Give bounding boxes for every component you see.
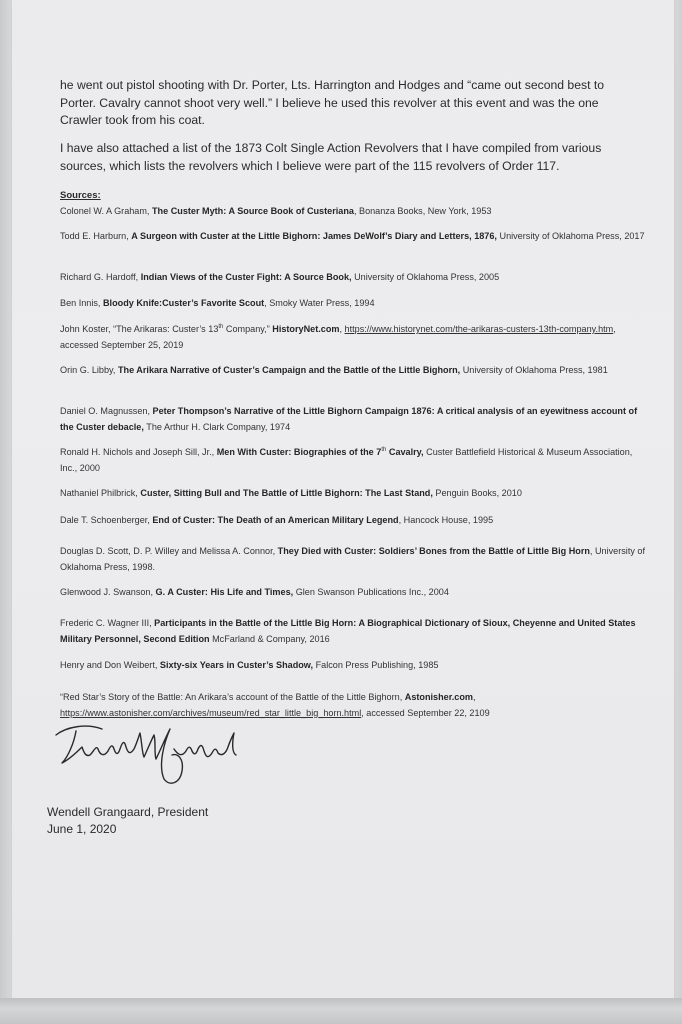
source-link[interactable]: https://www.astonisher.com/archives/museum/red_star_little_big_horn.html [60,707,362,718]
handwritten-signature [46,713,246,793]
source-entry [60,229,646,245]
source-link[interactable]: https://www.historynet.com/the-arikaras-custers-13th-company.htm [344,324,614,334]
source-publisher: McFarland & Company, 2016 [209,633,330,644]
source-author: Frederic C. Wagner III, [60,618,155,628]
source-entry [60,513,646,529]
source-publisher: Custer Battlefield Historical & Museum Association, Inc., 2000 [60,447,633,473]
source-author: Nathaniel Philbrick, [60,488,141,498]
source-title: Peter Thompson’s Narrative of the Little Bighorn Campaign 1876: A critical analysis of an eyewitness account of the Custer debacle, [60,406,638,432]
source-entry [60,322,646,353]
source-author: “Red Star’s Story of the Battle: An Arikara’s account of the Battle of the Little Bighorn, [60,692,405,702]
source-publisher: The Arthur H. Clark Company, 1974 [143,421,291,432]
source-title: The Custer Myth: A Source Book of Custeriana [152,206,354,216]
signer-date: June 1, 2020 [47,822,117,836]
source-superscript: th [381,446,387,453]
source-publisher: Glen Swanson Publications Inc., 2004 [293,587,449,597]
source-title: Bloody Knife:Custer’s Favorite Scout [102,298,265,308]
source-entry [60,616,646,647]
source-entry [60,585,646,601]
source-entry [60,204,646,220]
source-publisher: , Bonanza Books, New York, 1953 [353,206,492,216]
source-entry [60,445,646,476]
source-entry [60,486,646,502]
source-entry [60,270,646,286]
source-author: Douglas D. Scott, D. P. Willey and Melissa A. Connor, [60,546,278,556]
source-author: Glenwood J. Swanson, [60,587,156,597]
source-publisher: Penguin Books, 2010 [432,488,522,498]
source-title: Participants in the Battle of the Little Big Horn: A Biographical Dictionary of Sioux, Cheyenne and United States Military Personnel, Second Edition [60,618,636,644]
source-title: End of Custer: The Death of an American Military Legend [152,515,399,525]
source-accessed: , accessed September 22, 2109 [361,707,490,718]
scanner-edge [0,998,682,1024]
source-accessed: , accessed September 25, 2019 [60,324,616,350]
source-author: Todd E. Harburn, [60,231,132,241]
source-entry [60,363,646,379]
source-publisher: , Hancock House, 1995 [398,515,494,525]
source-publisher: , University of Oklahoma Press, 1998. [60,546,646,572]
source-author: Richard G. Hardoff, [60,272,141,282]
source-title: Astonisher.com [404,692,473,702]
source-text: Company,” [223,324,273,334]
source-entry [60,404,646,435]
source-publisher: , Smoky Water Press, 1994 [264,298,375,308]
source-author: Ben Innis, [60,298,103,308]
source-entry [60,544,646,575]
source-entry [60,658,646,674]
source-publisher: , [472,692,476,702]
source-title: Cavalry, [386,447,424,457]
signer-name: Wendell Grangaard, President [47,805,209,819]
source-title: Sixty-six Years in Custer’s Shadow, [159,660,314,670]
source-publisher: University of Oklahoma Press, 1981 [460,365,608,375]
source-entry [60,296,646,312]
sources-heading: Sources: [60,190,101,201]
source-publisher: University of Oklahoma Press, 2017 [496,231,645,241]
source-title: The Arikara Narrative of Custer’s Campaign and the Battle of the Little Bighorn, [117,365,461,375]
source-author: Ronald H. Nichols and Joseph Sill, Jr., [60,447,217,457]
source-title: Custer, Sitting Bull and The Battle of Little Bighorn: The Last Stand, [140,488,433,498]
source-author: John Koster, “The Arikaras: Custer’s 13 [60,324,219,334]
source-author: Henry and Don Weibert, [60,660,160,670]
source-title: They Died with Custer: Soldiers’ Bones from the Battle of Little Big Horn [277,546,590,556]
source-title: Men With Custer: Biographies of the 7 [216,447,382,457]
source-author: Daniel O. Magnussen, [60,406,153,416]
source-title: G. A Custer: His Life and Times, [155,587,294,597]
body-paragraph-2: I have also attached a list of the 1873 Colt Single Action Revolvers that I have compiled from various sources, which lists the revolvers which I believe were part of the 115 revolvers of Order 117. [60,141,602,173]
source-title: Indian Views of the Custer Fight: A Source Book, [140,272,352,282]
body-paragraph-1: he went out pistol shooting with Dr. Porter, Lts. Harrington and Hodges and “came out second best to Porter. Cavalry cannot shoot very well.” I believe he used this revolver at this event and was the one Crawler took from his coat. [60,78,605,127]
source-author: Orin G. Libby, [60,365,118,375]
source-title: HistoryNet.com [272,324,340,334]
source-author: Dale T. Schoenberger, [60,515,153,525]
source-publisher: Falcon Press Publishing, 1985 [313,660,439,670]
source-publisher: University of Oklahoma Press, 2005 [351,272,500,282]
source-superscript: th [218,323,224,330]
source-author: Colonel W. A Graham, [60,206,152,216]
source-title: A Surgeon with Custer at the Little Bighorn: James DeWolf’s Diary and Letters, 1876, [131,231,497,241]
source-publisher: , [339,324,345,334]
